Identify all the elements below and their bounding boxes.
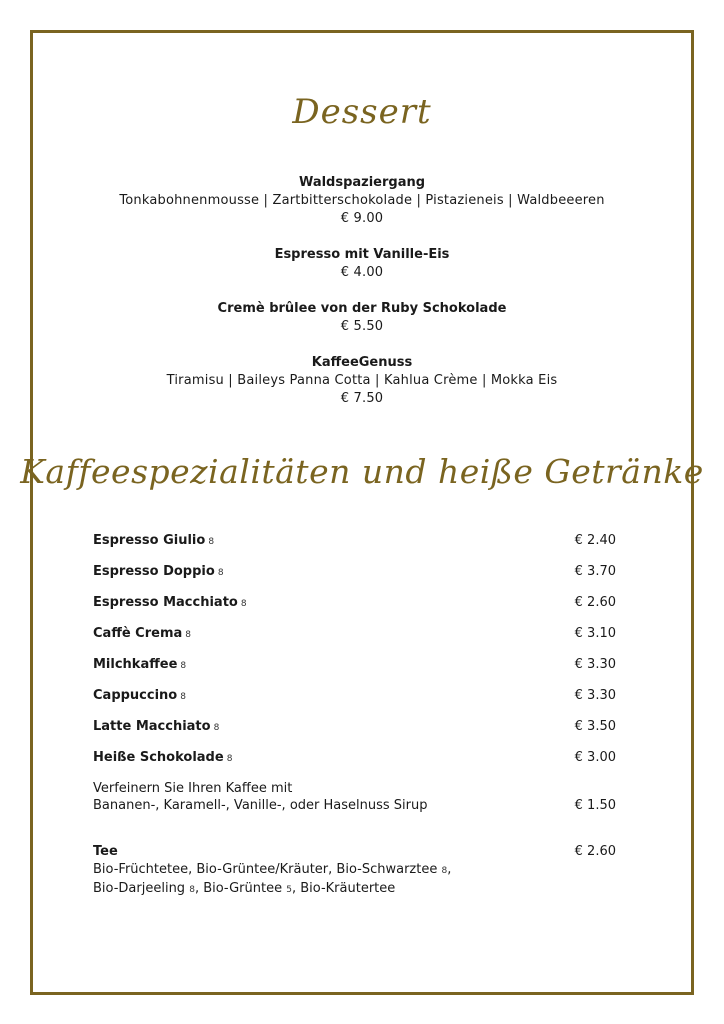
tea-varieties-text: , <box>447 862 452 877</box>
dessert-name: KaffeeGenuss <box>311 355 413 370</box>
coffee-title: Kaffeespezialitäten und heiße Getränke <box>20 452 704 491</box>
dessert-price: € 7.50 <box>340 391 384 406</box>
allergen-note: 8 <box>441 866 448 876</box>
tea-varieties-text: , Bio-Kräutertee <box>291 881 396 896</box>
dessert-price: € 4.00 <box>340 265 384 280</box>
drink-name: Espresso Macchiato <box>93 595 238 610</box>
tea-name: Tee <box>93 844 118 859</box>
allergen-note: 8 <box>208 537 215 547</box>
syrup-price: € 1.50 <box>574 798 616 813</box>
list-item <box>93 532 616 563</box>
list-item <box>93 594 616 625</box>
allergen-note: 8 <box>180 692 186 702</box>
tea-varieties-text: Bio-Früchtetee, Bio-Grüntee/Kräuter, Bio-Schwarztee <box>93 862 438 877</box>
list-item <box>93 656 616 687</box>
syrup-option <box>93 780 616 814</box>
drink-name: Espresso Giulio <box>93 533 206 548</box>
dessert-title: Dessert <box>292 92 432 132</box>
allergen-note: 8 <box>213 723 220 733</box>
dessert-name: Espresso mit Vanille-Eis <box>274 247 450 262</box>
drink-name: Latte Macchiato <box>93 719 211 734</box>
dessert-price: € 9.00 <box>340 211 384 226</box>
dessert-item <box>0 354 724 408</box>
tea-section <box>93 843 616 899</box>
drink-price: € 3.30 <box>574 688 616 703</box>
dessert-item <box>0 174 724 228</box>
dessert-price: € 5.50 <box>340 319 384 334</box>
list-item <box>93 625 616 656</box>
dessert-list <box>0 174 724 426</box>
drink-name: Caffè Crema <box>93 626 183 641</box>
dessert-description: Tiramisu | Baileys Panna Cotta | Kahlua Crème | Mokka Eis <box>166 373 558 388</box>
tea-varieties-text: Bio-Darjeeling <box>93 881 186 896</box>
allergen-note: 5 <box>286 885 292 895</box>
allergen-note: 8 <box>217 568 224 578</box>
drink-price: € 3.30 <box>574 657 616 672</box>
drink-name: Heiße Schokolade <box>93 750 224 765</box>
allergen-note: 8 <box>226 754 233 764</box>
list-item <box>93 687 616 718</box>
dessert-name: Cremè brûlee von der Ruby Schokolade <box>217 301 507 316</box>
dessert-description: Tonkabohnenmousse | Zartbitterschokolade | Pistazieneis | Waldbeeeren <box>119 193 605 208</box>
drink-price: € 3.70 <box>574 564 616 579</box>
dessert-name: Waldspaziergang <box>298 175 426 190</box>
syrup-line-2: Bananen-, Karamell-, Vanille-, oder Haselnuss Sirup <box>93 798 428 813</box>
tea-price: € 2.60 <box>574 844 616 859</box>
drink-price: € 3.10 <box>574 626 616 641</box>
list-item <box>93 749 616 780</box>
tea-varieties-line-1 <box>93 861 616 880</box>
drink-name: Espresso Doppio <box>93 564 215 579</box>
coffee-list <box>93 532 616 780</box>
dessert-item <box>0 300 724 336</box>
list-item <box>93 718 616 749</box>
syrup-line-1: Verfeinern Sie Ihren Kaffee mit <box>93 781 293 796</box>
tea-varieties-text: , Bio-Grüntee <box>194 881 283 896</box>
allergen-note: 8 <box>189 885 195 895</box>
drink-price: € 3.00 <box>574 750 616 765</box>
dessert-item <box>0 246 724 282</box>
drink-price: € 2.40 <box>574 533 616 548</box>
allergen-note: 8 <box>185 630 192 640</box>
drink-price: € 3.50 <box>574 719 616 734</box>
tea-varieties-line-2 <box>93 880 616 899</box>
list-item <box>93 563 616 594</box>
allergen-note: 8 <box>240 599 247 609</box>
drink-name: Cappuccino <box>93 688 178 703</box>
drink-name: Milchkaffee <box>93 657 178 672</box>
drink-price: € 2.60 <box>574 595 616 610</box>
allergen-note: 8 <box>180 661 187 671</box>
